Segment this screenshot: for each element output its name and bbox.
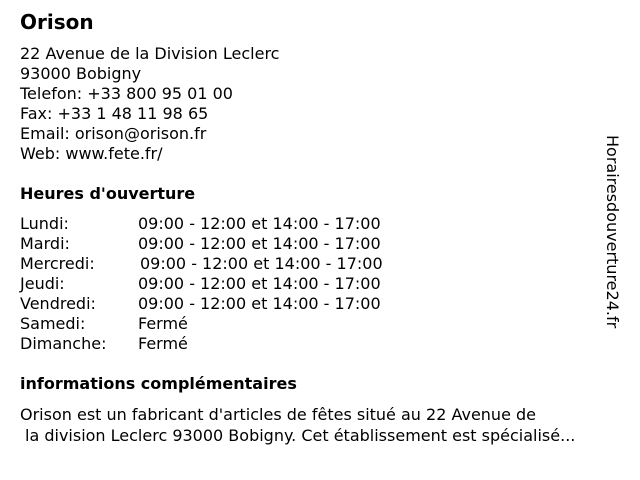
business-name: Orison	[20, 10, 94, 34]
time-value: 09:00 - 12:00 et 14:00 - 17:00	[140, 254, 383, 273]
description-line-1: Orison est un fabricant d'articles de fêtes situé au 22 Avenue de	[20, 405, 536, 424]
description-line-2: la division Leclerc 93000 Bobigny. Cet établissement est spécialisé...	[25, 426, 576, 445]
opening-hours-heading: Heures d'ouverture	[20, 184, 196, 203]
day-label: Samedi:	[20, 314, 86, 333]
day-label: Mardi:	[20, 234, 70, 253]
email-line: Email: orison@orison.fr	[20, 124, 207, 143]
business-description	[20, 404, 575, 446]
fax-line: Fax: +33 1 48 11 98 65	[20, 104, 209, 123]
time-value: 09:00 - 12:00 et 14:00 - 17:00	[138, 214, 381, 233]
day-label: Jeudi:	[20, 274, 65, 293]
time-value: 09:00 - 12:00 et 14:00 - 17:00	[138, 234, 381, 253]
address-street: 22 Avenue de la Division Leclerc	[20, 44, 280, 63]
additional-info-heading: informations complémentaires	[20, 374, 297, 393]
site-watermark: Horairesdouverture24.fr	[603, 135, 622, 329]
contact-block	[20, 44, 279, 164]
web-line: Web: www.fete.fr/	[20, 144, 163, 163]
day-label: Lundi:	[20, 214, 69, 233]
time-value: 09:00 - 12:00 et 14:00 - 17:00	[138, 274, 381, 293]
time-value: Fermé	[138, 334, 188, 353]
address-city: 93000 Bobigny	[20, 64, 142, 83]
day-label: Dimanche:	[20, 334, 107, 353]
time-value: 09:00 - 12:00 et 14:00 - 17:00	[138, 294, 381, 313]
day-label: Vendredi:	[20, 294, 96, 313]
time-value: Fermé	[138, 314, 188, 333]
day-label: Mercredi:	[20, 254, 95, 273]
phone-line: Telefon: +33 800 95 01 00	[20, 84, 233, 103]
